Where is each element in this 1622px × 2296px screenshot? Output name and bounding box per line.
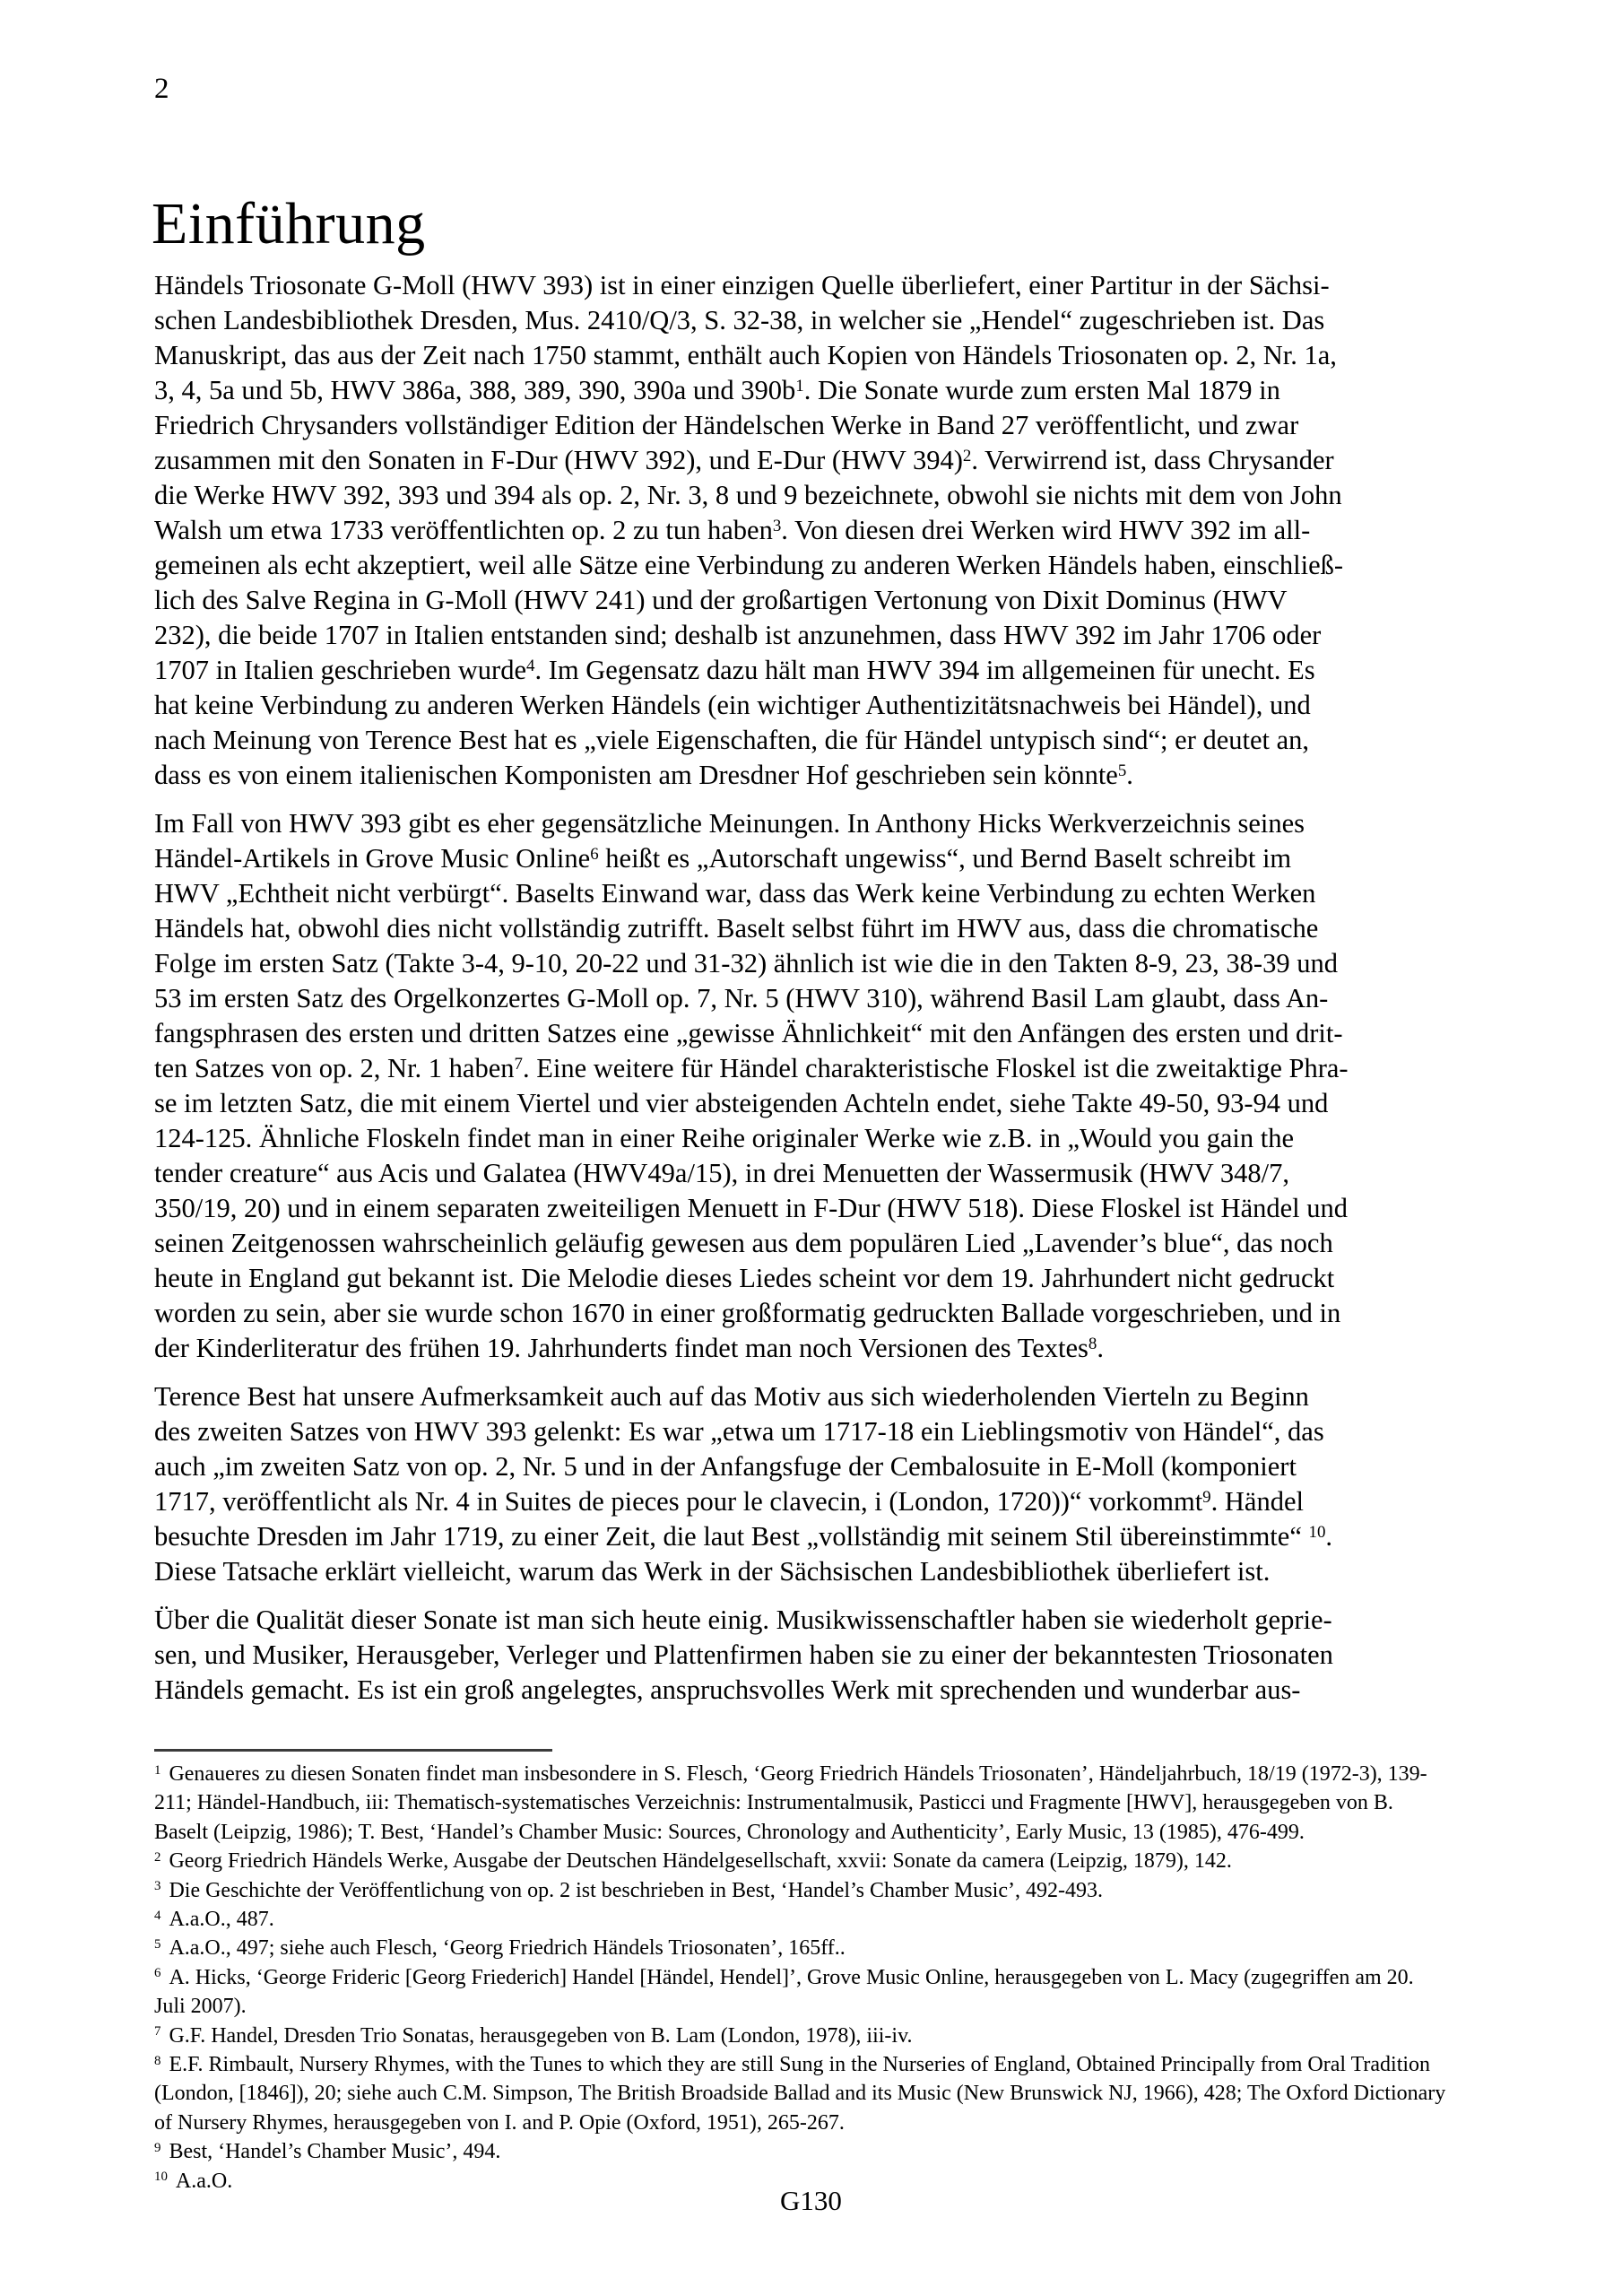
text-line: zusammen mit den Sonaten in F-Dur (HWV 392), und E-Dur (HWV 394)$^2$. Verwirrend ist, dass Chrysander: [154, 445, 1334, 475]
text-line: tender creature“ aus Acis und Galatea (HWV49a/15), in drei Menuetten der Wassermusik (HWV 348/7,: [154, 1158, 1289, 1188]
footnote: [154, 1760, 1472, 1847]
plate-number: G130: [780, 2185, 842, 2216]
footnote-marker: 2: [154, 1849, 161, 1865]
text-line: Manuskript, das aus der Zeit nach 1750 stammt, enthält auch Kopien von Händels Triosonaten op. 2, Nr. 1a,: [154, 340, 1337, 370]
footnotes-list: [154, 1760, 1472, 2196]
text-line: Im Fall von HWV 393 gibt es eher gegensätzliche Meinungen. In Anthony Hicks Werkverzeichnis seines: [154, 808, 1305, 839]
text-line: Händels hat, obwohl dies nicht vollständig zutrifft. Baselt selbst führt im HWV aus, dass die chromatische: [154, 913, 1319, 944]
text-line: ten Satzes von op. 2, Nr. 1 haben$^7$. Eine weitere für Händel charakteristische Floskel ist die zweitaktige Phra-: [154, 1053, 1349, 1083]
page-title: Einführung: [152, 191, 426, 257]
text-line: Walsh um etwa 1733 veröffentlichten op. 2 zu tun haben$^3$. Von diesen drei Werken wird HWV 392 im all-: [154, 515, 1311, 545]
text-line: 53 im ersten Satz des Orgelkonzertes G-Moll op. 7, Nr. 5 (HWV 310), während Basil Lam glaubt, dass An-: [154, 983, 1329, 1013]
footnote: [154, 1847, 1472, 1875]
footnote-line: $^9$ Best, ‘Handel’s Chamber Music’, 494.: [154, 2140, 501, 2164]
footnote-line: $^6$ A. Hicks, ‘George Frideric [Georg Friederich] Handel [Händel, Hendel]’, Grove Music Online, herausgegeben von L. Macy (zugegriffen am 20.: [154, 1965, 1414, 1989]
footnote-line: $^3$ Die Geschichte der Veröffentlichung von op. 2 ist beschrieben in Best, ‘Handel’s Chamber Music’, 492-493.: [154, 1878, 1103, 1902]
text-line: Folge im ersten Satz (Takte 3-4, 9-10, 20-22 und 31-32) ähnlich ist wie die in den Takten 8-9, 23, 38-39 und: [154, 948, 1338, 978]
footnote-line: of Nursery Rhymes, herausgegeben von I. and P. Opie (Oxford, 1951), 265-267.: [154, 2110, 845, 2135]
footnote-ref: 7: [514, 1054, 523, 1074]
footnote-marker: 3: [154, 1879, 161, 1894]
paragraph: [154, 1379, 1463, 1589]
text-line: 1717, veröffentlicht als Nr. 4 in Suites de pieces pour le clavecin, i (London, 1720))“ vorkommt$^9$. Händel: [154, 1486, 1304, 1517]
text-line: auch „im zweiten Satz von op. 2, Nr. 5 und in der Anfangsfuge der Cembalosuite in E-Moll (komponiert: [154, 1451, 1297, 1482]
text-line: besuchte Dresden im Jahr 1719, zu einer Zeit, die laut Best „vollständig mit seinem Stil übereinstimmte“ $^{10}$.: [154, 1521, 1333, 1552]
page-number: 2: [154, 73, 169, 105]
text-line: seinen Zeitgenossen wahrscheinlich geläufig gewesen aus dem populären Lied „Lavender’s blue“, das noch: [154, 1228, 1333, 1258]
footnote-ref: 6: [590, 844, 599, 864]
footnote-ref: 2: [962, 446, 972, 465]
text-line: HWV „Echtheit nicht verbürgt“. Baselts Einwand war, dass das Werk keine Verbindung zu echten Werken: [154, 878, 1316, 909]
footnote-line: Baselt (Leipzig, 1986); T. Best, ‘Handel’s Chamber Music: Sources, Chronology and Authenticity’, Early Music, 13 (1985), 476-499.: [154, 1820, 1305, 1844]
text-line: lich des Salve Regina in G-Moll (HWV 241) und der großartigen Vertonung von Dixit Dominus (HWV: [154, 585, 1288, 615]
text-line: Händel-Artikels in Grove Music Online$^6$ heißt es „Autorschaft ungewiss“, und Bernd Baselt schreibt im: [154, 843, 1292, 874]
text-line: 1707 in Italien geschrieben wurde$^4$. Im Gegensatz dazu hält man HWV 394 im allgemeinen für unecht. Es: [154, 655, 1315, 685]
footnote-ref: 8: [1088, 1334, 1097, 1353]
footnote-marker: 1: [154, 1762, 161, 1778]
footnote-line: $^{10}$ A.a.O.: [154, 2169, 233, 2193]
text-line: hat keine Verbindung zu anderen Werken Händels (ein wichtiger Authentizitätsnachweis bei Händel), und: [154, 690, 1311, 720]
footnote-line: $^7$ G.F. Handel, Dresden Trio Sonatas, herausgegeben von B. Lam (London, 1978), iii-iv.: [154, 2023, 913, 2048]
footnote-ref: 3: [772, 516, 782, 535]
footnote-marker: 9: [154, 2140, 161, 2155]
text-line: Terence Best hat unsere Aufmerksamkeit auch auf das Motiv aus sich wiederholenden Vierteln zu Beginn: [154, 1381, 1309, 1412]
footnote-ref: 1: [795, 376, 804, 396]
text-line: se im letzten Satz, die mit einem Viertel und vier absteigenden Achteln endet, siehe Takte 49-50, 93-94 und: [154, 1088, 1329, 1118]
paragraph: [154, 806, 1463, 1366]
footnote-line: $^5$ A.a.O., 497; siehe auch Flesch, ‘Georg Friedrich Händels Triosonaten’, 165ff..: [154, 1936, 846, 1961]
footnote-line: $^4$ A.a.O., 487.: [154, 1908, 274, 1932]
footnote-marker: 4: [154, 1908, 161, 1923]
footnote: [154, 1905, 1472, 1934]
text-line: 232), die beide 1707 in Italien entstanden sind; deshalb ist anzunehmen, dass HWV 392 im Jahr 1706 oder: [154, 620, 1322, 650]
footnote-line: (London, [1846]), 20; siehe auch C.M. Simpson, The British Broadside Ballad and its Music (New Brunswick NJ, 1966), 428; The Oxford Dictionary: [154, 2082, 1446, 2106]
footnote: [154, 1963, 1472, 2022]
text-line: fangsphrasen des ersten und dritten Satzes eine „gewisse Ähnlichkeit“ mit den Anfängen des ersten und drit-: [154, 1018, 1343, 1048]
text-line: gemeinen als echt akzeptiert, weil alle Sätze eine Verbindung zu anderen Werken Händels haben, einschließ-: [154, 550, 1344, 580]
footnote-line: $^1$ Genaueres zu diesen Sonaten findet man insbesondere in S. Flesch, ‘Georg Friedrich Händels Triosonaten’, Händeljahrbuch, 18/19 (1972-3), 139-: [154, 1762, 1427, 1786]
footnote-marker: 7: [154, 2024, 161, 2039]
footnote-marker: 5: [154, 1937, 161, 1952]
text-line: 124-125. Ähnliche Floskeln findet man in einer Reihe originaler Werke wie z.B. in „Would you gain the: [154, 1123, 1294, 1153]
text-line: Über die Qualität dieser Sonate ist man sich heute einig. Musikwissenschaftler haben sie wiederholt geprie-: [154, 1605, 1332, 1635]
footnote-ref: 9: [1202, 1487, 1211, 1507]
paragraph: [154, 1603, 1463, 1708]
text-line: worden zu sein, aber sie wurde schon 1670 in einer großformatig gedruckten Ballade vorgeschrieben, und in: [154, 1298, 1341, 1328]
text-line: Diese Tatsache erklärt vielleicht, warum das Werk in der Sächsischen Landesbibliothek überliefert ist.: [154, 1556, 1271, 1587]
text-line: der Kinderliteratur des frühen 19. Jahrhunderts findet man noch Versionen des Textes$^8$.: [154, 1333, 1104, 1363]
footnote-marker: 10: [154, 2170, 168, 2185]
footnote-marker: 6: [154, 1966, 161, 1981]
footnote-line: 211; Händel-Handbuch, iii: Thematisch-systematisches Verzeichnis: Instrumentalmusik, Pasticci und Fragmente [HWV], herausgegeben von B.: [154, 1791, 1393, 1815]
footnote-line: $^8$ E.F. Rimbault, Nursery Rhymes, with the Tunes to which they are still Sung in the Nurseries of England, Obtained Principally from Oral Tradition: [154, 2053, 1431, 2077]
text-line: sen, und Musiker, Herausgeber, Verleger und Plattenfirmen haben sie zu einer der bekanntesten Triosonaten: [154, 1639, 1333, 1670]
footnote: [154, 1934, 1472, 1962]
body-text: [154, 268, 1463, 1708]
footnote: [154, 1876, 1472, 1905]
footnote-ref: 10: [1308, 1522, 1326, 1542]
text-line: schen Landesbibliothek Dresden, Mus. 2410/Q/3, S. 32-38, in welcher sie „Hendel“ zugeschrieben ist. Das: [154, 305, 1325, 335]
text-line: Händels Triosonate G-Moll (HWV 393) ist in einer einzigen Quelle überliefert, einer Partitur in der Sächsi-: [154, 270, 1330, 300]
text-line: nach Meinung von Terence Best hat es „viele Eigenschaften, die für Händel untypisch sind“; er deutet an,: [154, 725, 1310, 755]
text-line: heute in England gut bekannt ist. Die Melodie dieses Liedes scheint vor dem 19. Jahrhundert nicht gedruckt: [154, 1263, 1335, 1293]
text-line: des zweiten Satzes von HWV 393 gelenkt: Es war „etwa um 1717-18 ein Lieblingsmotiv von Händel“, das: [154, 1416, 1324, 1447]
text-line: dass es von einem italienischen Komponisten am Dresdner Hof geschrieben sein könnte$^5$.: [154, 760, 1133, 790]
text-line: 350/19, 20) und in einem separaten zweiteiligen Menuett in F-Dur (HWV 518). Diese Floskel ist Händel und: [154, 1193, 1348, 1223]
footnote-ref: 5: [1117, 761, 1127, 780]
footnote: [154, 2137, 1472, 2166]
footnote-marker: 8: [154, 2053, 161, 2068]
text-line: die Werke HWV 392, 393 und 394 als op. 2, Nr. 3, 8 und 9 bezeichnete, obwohl sie nichts mit dem von John: [154, 480, 1342, 510]
footnote: [154, 2022, 1472, 2050]
footnote: [154, 2050, 1472, 2137]
paragraph: [154, 268, 1463, 793]
footnote-line: $^2$ Georg Friedrich Händels Werke, Ausgabe der Deutschen Händelgesellschaft, xxvii: Sonate da camera (Leipzig, 1879), 142.: [154, 1849, 1232, 1874]
footnote-line: Juli 2007).: [154, 1995, 247, 2019]
footnote-ref: 4: [526, 656, 535, 675]
footnote-separator-rule: [154, 1749, 552, 1752]
text-line: Friedrich Chrysanders vollständiger Edition der Händelschen Werke in Band 27 veröffentlicht, und zwar: [154, 410, 1299, 440]
text-line: 3, 4, 5a und 5b, HWV 386a, 388, 389, 390, 390a und $390b^1$. Die Sonate wurde zum ersten Mal 1879 in: [154, 375, 1280, 405]
text-line: Händels gemacht. Es ist ein groß angelegtes, anspruchsvolles Werk mit sprechenden und wunderbar aus-: [154, 1674, 1301, 1705]
